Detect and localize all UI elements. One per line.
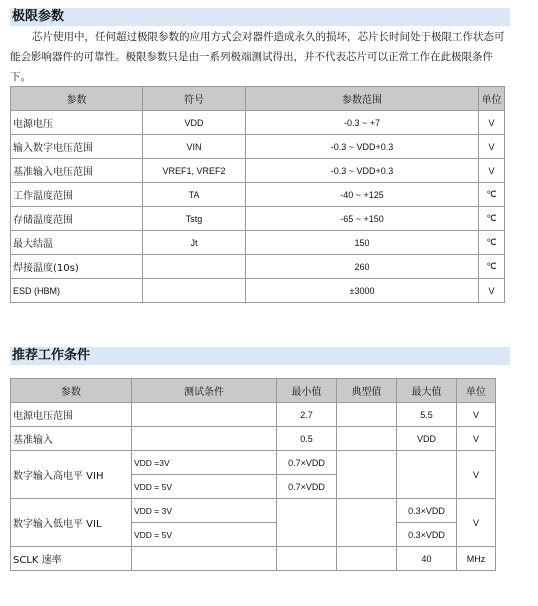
header-min: 最小值 <box>277 379 337 403</box>
absolute-max-table <box>10 86 505 303</box>
table-row <box>11 451 496 475</box>
cell-unit: ℃ <box>479 207 505 231</box>
cell-param: 最大结温 <box>11 231 143 255</box>
cell-typ <box>337 427 397 451</box>
cell-param: ESD (HBM) <box>11 279 143 303</box>
table-row <box>11 207 505 231</box>
table-row <box>11 159 505 183</box>
table-row <box>11 135 505 159</box>
cell-range: 150 <box>246 231 479 255</box>
cell-typ <box>337 451 397 499</box>
cell-max: 5.5 <box>397 403 457 427</box>
cell-range: -0.3 ~ VDD+0.3 <box>246 135 479 159</box>
cell-condition <box>132 427 277 451</box>
cell-condition: VDD = 5V <box>132 475 277 499</box>
cell-min: 0.7×VDD <box>277 451 337 475</box>
table-row <box>11 231 505 255</box>
cell-symbol <box>143 255 246 279</box>
cell-range: ±3000 <box>246 279 479 303</box>
header-max: 最大值 <box>397 379 457 403</box>
cell-min <box>277 499 337 547</box>
header-param: 参数 <box>11 87 143 111</box>
cell-typ <box>337 403 397 427</box>
cell-unit: V <box>479 159 505 183</box>
table-row <box>11 279 505 303</box>
cell-range: -40 ~ +125 <box>246 183 479 207</box>
table-row <box>11 403 496 427</box>
cell-param: 电源电压范围 <box>11 403 132 427</box>
cell-unit: V <box>457 451 496 499</box>
recommended-table <box>10 378 496 571</box>
cell-unit: V <box>457 499 496 547</box>
cell-param: 焊接温度(10s) <box>11 255 143 279</box>
cell-condition <box>132 403 277 427</box>
cell-typ <box>337 547 397 571</box>
cell-unit: ℃ <box>479 231 505 255</box>
cell-unit: V <box>457 427 496 451</box>
cell-symbol: Tstg <box>143 207 246 231</box>
table-row <box>11 427 496 451</box>
cell-param: 电源电压 <box>11 111 143 135</box>
header-symbol: 符号 <box>143 87 246 111</box>
section-title-absolute-max: 极限参数 <box>10 8 510 26</box>
cell-range: -0.3 ~ +7 <box>246 111 479 135</box>
cell-max: 0.3×VDD <box>397 499 457 523</box>
cell-min: 0.5 <box>277 427 337 451</box>
cell-unit: ℃ <box>479 255 505 279</box>
cell-range: -65 ~ +150 <box>246 207 479 231</box>
cell-max <box>397 451 457 499</box>
cell-unit: V <box>457 403 496 427</box>
table-row <box>11 255 505 279</box>
header-unit: 单位 <box>457 379 496 403</box>
cell-max: 40 <box>397 547 457 571</box>
header-condition: 测试条件 <box>132 379 277 403</box>
cell-param: SCLK 速率 <box>11 547 132 571</box>
section-title-recommended: 推荐工作条件 <box>10 347 510 365</box>
cell-typ <box>337 499 397 547</box>
cell-unit: V <box>479 279 505 303</box>
cell-min: 2.7 <box>277 403 337 427</box>
cell-param: 基准输入电压范围 <box>11 159 143 183</box>
cell-condition <box>132 547 277 571</box>
table-header-row <box>11 87 505 111</box>
cell-unit: V <box>479 135 505 159</box>
cell-symbol: VREF1, VREF2 <box>143 159 246 183</box>
table-header-row <box>11 379 496 403</box>
absolute-max-description <box>10 27 510 87</box>
cell-symbol <box>143 279 246 303</box>
cell-param: 数字输入低电平 VIL <box>11 499 132 547</box>
cell-unit: MHz <box>457 547 496 571</box>
cell-symbol: TA <box>143 183 246 207</box>
cell-symbol: VIN <box>143 135 246 159</box>
cell-min: 0.7×VDD <box>277 475 337 499</box>
cell-condition: VDD = 3V <box>132 499 277 523</box>
cell-param: 输入数字电压范围 <box>11 135 143 159</box>
header-range: 参数范围 <box>246 87 479 111</box>
cell-param: 存储温度范围 <box>11 207 143 231</box>
absolute-max-description-text: 芯片使用中，任何超过极限参数的应用方式会对器件造成永久的损坏，芯片长时间处于极限工作状态可能会影响器件的可靠性。极限参数只是由一系列极端测试得出，并不代表芯片可以正常工作在此极限条件下。 <box>10 31 505 83</box>
header-param: 参数 <box>11 379 132 403</box>
cell-param: 数字输入高电平 VIH <box>11 451 132 499</box>
cell-unit: ℃ <box>479 183 505 207</box>
cell-range: -0.3 ~ VDD+0.3 <box>246 159 479 183</box>
table-row <box>11 499 496 523</box>
cell-param: 基准输入 <box>11 427 132 451</box>
table-row <box>11 183 505 207</box>
table-row <box>11 111 505 135</box>
table-row <box>11 547 496 571</box>
header-typ: 典型值 <box>337 379 397 403</box>
header-unit: 单位 <box>479 87 505 111</box>
cell-condition: VDD = 5V <box>132 523 277 547</box>
cell-max: 0.3×VDD <box>397 523 457 547</box>
cell-min <box>277 547 337 571</box>
cell-max: VDD <box>397 427 457 451</box>
cell-range: 260 <box>246 255 479 279</box>
cell-symbol: VDD <box>143 111 246 135</box>
cell-symbol: Jt <box>143 231 246 255</box>
cell-condition: VDD =3V <box>132 451 277 475</box>
cell-param: 工作温度范围 <box>11 183 143 207</box>
cell-unit: V <box>479 111 505 135</box>
